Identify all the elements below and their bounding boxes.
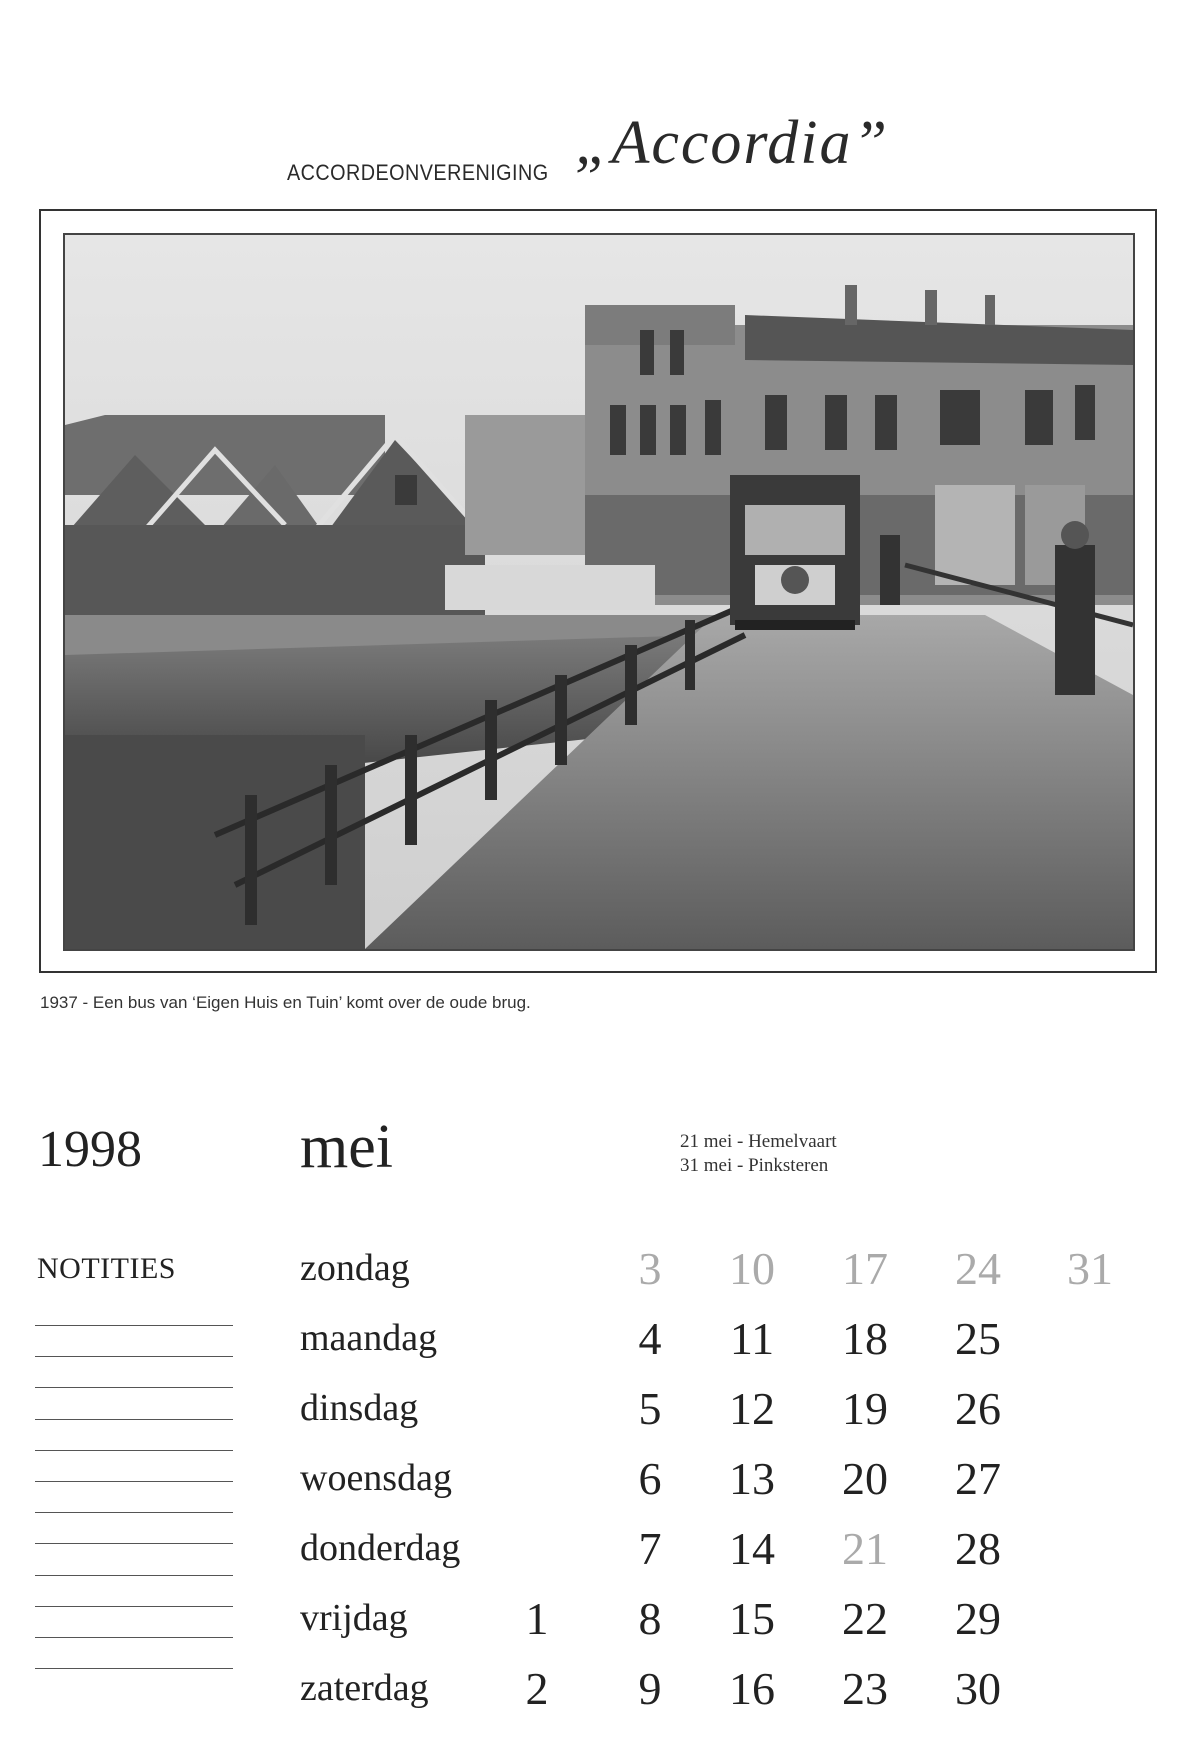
- date-cell: 9: [638, 1663, 662, 1714]
- note-line: [35, 1356, 233, 1357]
- notes-title: NOTITIES: [37, 1252, 176, 1285]
- date-cell: 4: [638, 1313, 662, 1364]
- date-cell: 24: [955, 1243, 1001, 1294]
- note-line: [35, 1668, 233, 1669]
- date-cell: 10: [729, 1243, 775, 1294]
- note-line: [35, 1450, 233, 1451]
- day-name-zaterdag: zaterdag: [300, 1667, 429, 1709]
- date-cell: 25: [955, 1313, 1001, 1364]
- date-cell: 16: [729, 1663, 775, 1714]
- calendar-month: mei: [300, 1113, 393, 1181]
- holiday-item: 21 mei - Hemelvaart: [680, 1131, 837, 1152]
- date-cell: 6: [638, 1453, 662, 1504]
- date-cell: 1: [525, 1593, 549, 1644]
- date-cell: 29: [955, 1593, 1001, 1644]
- day-name-zondag: zondag: [300, 1247, 410, 1289]
- date-cell: 27: [955, 1453, 1001, 1504]
- date-cell: 11: [729, 1313, 775, 1364]
- day-name-donderdag: donderdag: [300, 1527, 461, 1569]
- date-cell: 30: [955, 1663, 1001, 1714]
- date-cell: 28: [955, 1523, 1001, 1574]
- day-name-woensdag: woensdag: [300, 1457, 452, 1499]
- date-cell: 18: [842, 1313, 888, 1364]
- date-cell: 20: [842, 1453, 888, 1504]
- holiday-list: [680, 1130, 837, 1178]
- date-cell: 21: [842, 1523, 888, 1574]
- day-name-dinsdag: dinsdag: [300, 1387, 419, 1429]
- holiday-item: 31 mei - Pinksteren: [680, 1155, 829, 1176]
- calendar-year: 1998: [38, 1121, 142, 1178]
- org-label: ACCORDEONVERENIGING: [287, 160, 549, 185]
- note-line: [35, 1481, 233, 1482]
- day-name-vrijdag: vrijdag: [300, 1597, 408, 1639]
- date-cell: 14: [729, 1523, 775, 1574]
- date-cell: 5: [638, 1383, 662, 1434]
- note-line: [35, 1606, 233, 1607]
- date-cell: 3: [638, 1243, 662, 1294]
- note-line: [35, 1419, 233, 1420]
- date-cell: 17: [842, 1243, 888, 1294]
- note-line: [35, 1575, 233, 1576]
- date-cell: 22: [842, 1593, 888, 1644]
- note-line: [35, 1325, 233, 1326]
- date-cell: 15: [729, 1593, 775, 1644]
- date-cell: 23: [842, 1663, 888, 1714]
- historic-photo: [63, 233, 1135, 951]
- org-name: „Accordia”: [575, 109, 889, 177]
- day-name-maandag: maandag: [300, 1317, 438, 1359]
- date-cell: 26: [955, 1383, 1001, 1434]
- date-cell: 12: [729, 1383, 775, 1434]
- date-cell: 8: [638, 1593, 662, 1644]
- date-cell: 31: [1067, 1243, 1113, 1294]
- calendar-header: [0, 108, 1200, 198]
- date-cell: 2: [525, 1663, 549, 1714]
- note-line: [35, 1512, 233, 1513]
- date-cell: 13: [729, 1453, 775, 1504]
- date-cell: 7: [638, 1523, 662, 1574]
- note-line: [35, 1637, 233, 1638]
- note-line: [35, 1543, 233, 1544]
- note-line: [35, 1387, 233, 1388]
- photo-caption: 1937 - Een bus van ‘Eigen Huis en Tuin’ komt over de oude brug.: [40, 993, 531, 1012]
- date-cell: 19: [842, 1383, 888, 1434]
